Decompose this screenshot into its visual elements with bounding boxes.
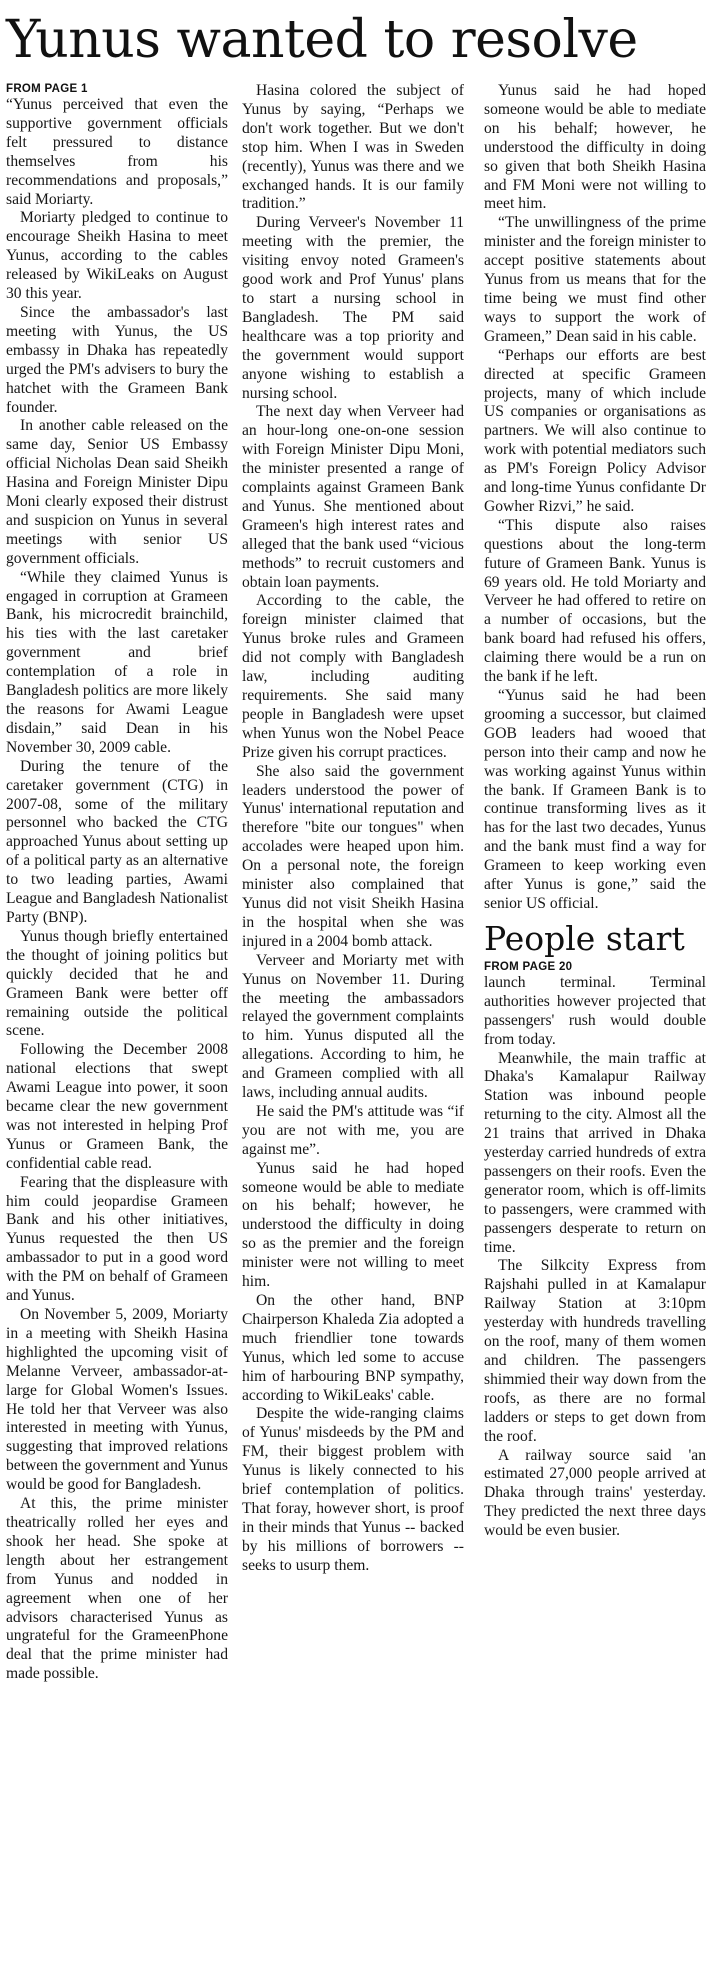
article-paragraph: Yunus said he had hoped someone would be able to mediate on his behalf; however, he understood the difficulty in doing so given that both Sheikh Hasina and FM Moni were not willing to meet him. [484, 82, 706, 213]
article-paragraph: Following the December 2008 national elections that swept Awami League into power, it soon became clear the new government was not interested in helping Prof Yunus or Grameen Bank, the confidential cable read. [6, 1041, 228, 1172]
article-paragraph: “The unwillingness of the prime minister and the foreign minister to accept positive statements about Yunus from us means that for the time being we must find other ways to support the work of Grameen,” Dean said in his cable. [484, 214, 706, 345]
article-paragraph: Since the ambassador's last meeting with Yunus, the US embassy in Dhaka has repeatedly urged the PM's advisers to bury the hatchet with the Grameen Bank founder. [6, 303, 228, 416]
article-paragraph: On the other hand, BNP Chairperson Khaleda Zia adopted a much friendlier tone towards Yunus, which led some to accuse him of harbouring BNP sympathy, according to WikiLeaks' cable. [242, 1292, 464, 1404]
article-paragraph: During the tenure of the caretaker government (CTG) in 2007-08, some of the military personnel who backed the CTG approached Yunus about setting up of a political party as an alternative to two leading parties, Awami League and Bangladesh Nationalist Party (BNP). [6, 757, 228, 926]
article-paragraph: “Yunus perceived that even the supportive government officials felt pressured to distance themselves from his recommendations and proposals,” said Moriarty. [6, 96, 228, 208]
article-paragraph: She also said the government leaders understood the power of Yunus' international reputation and therefore "bite our tongues" when accolades were heaped upon him. On a personal note, the foreign minister also complained that Yunus did not visit Sheikh Hasina in the hospital when she was injured in a 2004 bomb attack. [242, 762, 464, 950]
article-paragraph: Yunus said he had hoped someone would be able to mediate on his behalf; however, he understood the difficulty in doing so as the premier and the foreign minister were not willing to meet him. [242, 1159, 464, 1291]
article-paragraph: On November 5, 2009, Moriarty in a meeting with Sheikh Hasina highlighted the upcoming visit of Melanne Verveer, ambassador-at-large for Global Women's Issues. He told her that Verveer was also interested in meeting with Yunus, suggesting that improved relations between the government and Yunus would be good for Bangladesh. [6, 1306, 229, 1494]
article-paragraph: “Yunus said he had been grooming a successor, but claimed GOB leaders had wooed that person into their camp and now he was working against Yunus within the bank. If Grameen Bank is to continue transforming lives as it has for the last two decades, Yunus and the bank must find a way for Grameen to keep working even after Yunus is gone,” said the senior US official. [484, 687, 706, 912]
article-paragraph: According to the cable, the foreign minister claimed that Yunus broke rules and Grameen did not comply with Bangladesh law, including auditing requirements. She said many people in Bangladesh were upset when Yunus won the Nobel Peace Prize given his corrupt practices. [242, 592, 464, 761]
article-paragraph: During Verveer's November 11 meeting with the premier, the visiting envoy noted Grameen's good work and Prof Yunus' plans to start a nursing school in Bangladesh. The PM said healthcare was a top priority and the government would support anyone wishing to establish a nursing school. [242, 214, 464, 402]
article-headline: Yunus wanted to resolve [6, 10, 638, 70]
article-paragraph: Fearing that the displeasure with him could jeopardise Grameen Bank and his other initiatives, Yunus requested the then US ambassador to put in a good word with the PM on behalf of Grameen and Yunus. [6, 1173, 228, 1305]
article-paragraph: At this, the prime minister theatrically rolled her eyes and shook her head. She spoke at length about her estrangement from Yunus and nodded in agreement when one of her advisors characterised Yunus as ungrateful for the GrameenPhone deal that the prime minister had made possible. [6, 1495, 228, 1683]
second-article-headline: People start [484, 918, 685, 958]
second-article-paragraph: launch terminal. Terminal authorities however projected that passengers' rush would double from today. [484, 973, 706, 1048]
article-paragraph: Verveer and Moriarty met with Yunus on November 11. During the meeting the ambassadors relayed the government complaints to him. Yunus disputed all the allegations. According to him, he and Grameen complied with all laws, including annual audits. [242, 951, 464, 1102]
article-column-2 [242, 82, 464, 1576]
article-paragraph: Yunus though briefly entertained the thought of joining politics but quickly decided that he and Grameen Bank were better off remaining outside the political scene. [6, 927, 228, 1040]
article-column-3 [484, 82, 706, 1541]
second-article-paragraph: A railway source said 'an estimated 27,000 people arrived at Dhaka through trains' yesterday. They predicted the next three days would be even busier. [484, 1446, 706, 1540]
article-paragraph: The next day when Verveer had an hour-long one-on-one session with Foreign Minister Dipu Moni, the minister presented a range of complaints against Grameen Bank and Yunus. She mentioned about Grameen's high interest rates and alleged that the bank used “vicious methods” to recruit customers and obtain loan payments. [242, 403, 464, 591]
article-paragraph: In another cable released on the same day, Senior US Embassy official Nicholas Dean said Sheikh Hasina and Foreign Minister Dipu Moni clearly exposed their distrust and suspicion on Yunus in several meetings with senior US government officials. [6, 417, 228, 567]
second-article-kicker: FROM PAGE 20 [484, 960, 573, 973]
article-column-1 [6, 82, 228, 1684]
second-article-paragraph: The Silkcity Express from Rajshahi pulled in at Kamalapur Railway Station at 3:10pm yesterday with hundreds travelling on the roof, many of them women and children. The passengers shimmied their way down from the roofs, as there are no formal ladders or steps to get down from the roof. [484, 1257, 706, 1445]
article-paragraph: Despite the wide-ranging claims of Yunus' misdeeds by the PM and FM, their biggest problem with Yunus is likely connected to his brief contemplation of politics. That foray, however short, is proof in their minds that Yunus -- backed by his millions of borrowers -- seeks to usurp them. [242, 1405, 464, 1574]
article-paragraph: Hasina colored the subject of Yunus by saying, “Perhaps we don't work together. But we don't stop him. When I was in Sweden (recently), Yunus was there and we exchanged hands. It is our family tradition.” [242, 82, 464, 213]
article-paragraph: Moriarty pledged to continue to encourage Sheikh Hasina to meet Yunus, according to the cables released by WikiLeaks on August 30 this year. [6, 209, 228, 303]
article-paragraph: He said the PM's attitude was “if you are not with me, you are against me”. [242, 1102, 464, 1158]
article-kicker: FROM PAGE 1 [6, 83, 88, 95]
article-paragraph: “Perhaps our efforts are best directed at specific Grameen projects, many of which include US companies or organisations as partners. We will also continue to work with potential mediators such as PM's Foreign Policy Advisor and long-time Yunus confidante Dr Gowher Rizvi,” he said. [484, 346, 706, 515]
article-paragraph: “This dispute also raises questions about the long-term future of Grameen Bank. Yunus is 69 years old. He told Moriarty and Verveer he had offered to retire on a number of occasions, but the bank board had refused his offers, claiming there would be a run on the bank if he left. [484, 516, 706, 686]
second-article-paragraph: Meanwhile, the main traffic at Dhaka's Kamalapur Railway Station was inbound people returning to the city. Almost all the 21 trains that arrived in Dhaka yesterday carried hundreds of extra passengers on their roofs. Even the generator room, which is off-limits to passengers, were crammed with passengers desperate to return on time. [484, 1049, 706, 1256]
article-paragraph: “While they claimed Yunus is engaged in corruption at Grameen Bank, his microcredit brainchild, his ties with the last caretaker government and brief contemplation of a role in Bangladesh politics are more likely the reasons for Awami League disdain,” said Dean in his November 30, 2009 cable. [6, 568, 228, 756]
